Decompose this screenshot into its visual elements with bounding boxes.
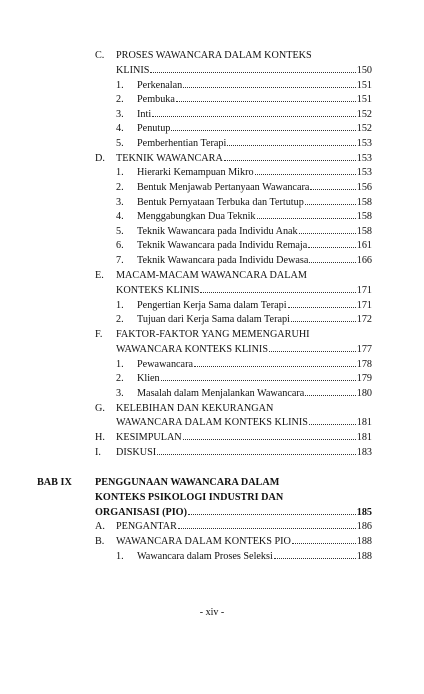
page-number: 150 (356, 65, 372, 76)
toc-entry[interactable]: WAWANCARA KONTEKS KLINIS 177 (116, 344, 372, 355)
toc-entry[interactable]: Teknik Wawancara pada Individu Anak 158 (137, 226, 372, 237)
toc-entry[interactable]: DISKUSI 183 (116, 447, 372, 458)
toc-entry[interactable]: KESIMPULAN 181 (116, 432, 372, 443)
page-footer: - xiv - (199, 607, 225, 618)
toc-entry[interactable]: Bentuk Menjawab Pertanyaan Wawancara 156 (137, 182, 372, 193)
toc-entry[interactable]: Teknik Wawancara pada Individu Dewasa 166 (137, 255, 372, 266)
toc-entry[interactable]: Inti 152 (137, 109, 372, 120)
section-label: C. (95, 50, 105, 61)
toc-entry[interactable]: Pembuka 151 (137, 94, 372, 105)
page-number: 152 (356, 123, 372, 134)
toc-entry[interactable]: Perkenalan 151 (137, 80, 372, 91)
section-title: MACAM-MACAM WAWANCARA DALAM (116, 270, 307, 281)
toc-entry[interactable]: Menggabungkan Dua Teknik 158 (137, 211, 372, 222)
section-label: E. (95, 270, 104, 281)
page-number: 179 (356, 373, 372, 384)
toc-entry[interactable]: Pemberhentian Terapi 153 (137, 138, 372, 149)
section-label: A. (95, 521, 105, 532)
toc-entry[interactable]: TEKNIK WAWANCARA 153 (116, 153, 372, 164)
toc-entry[interactable]: Klien 179 (137, 373, 372, 384)
section-title: FAKTOR-FAKTOR YANG MEMENGARUHI (116, 329, 310, 340)
page-number: 166 (356, 255, 372, 266)
page-number: 183 (356, 447, 372, 458)
chapter-label: BAB IX (37, 477, 72, 488)
toc-entry[interactable]: KLINIS 150 (116, 65, 372, 76)
toc-entry[interactable]: ORGANISASI (PIO) 185 (95, 507, 372, 518)
toc-entry[interactable]: Teknik Wawancara pada Individu Remaja 161 (137, 240, 372, 251)
toc-entry[interactable]: Penutup 152 (137, 123, 372, 134)
page-number: 188 (356, 551, 372, 562)
page-number: 171 (356, 300, 372, 311)
section-label: H. (95, 432, 105, 443)
section-label: D. (95, 153, 105, 164)
page-number: 153 (356, 167, 372, 178)
page-number: 172 (356, 314, 372, 325)
toc-entry[interactable]: PENGANTAR 186 (116, 521, 372, 532)
section-label: I. (95, 447, 101, 458)
page-number: 177 (356, 344, 372, 355)
page-number: 158 (356, 211, 372, 222)
page-number: 186 (356, 521, 372, 532)
page-number: 185 (356, 507, 372, 518)
section-label: G. (95, 403, 105, 414)
page-number: 180 (356, 388, 372, 399)
page-number: 153 (356, 138, 372, 149)
section-title: PROSES WAWANCARA DALAM KONTEKS (116, 50, 312, 61)
page-number: 152 (356, 109, 372, 120)
toc-entry[interactable]: Hierarki Kemampuan Mikro 153 (137, 167, 372, 178)
page-number: 151 (356, 80, 372, 91)
toc-entry[interactable]: Bentuk Pernyataan Terbuka dan Tertutup 158 (137, 197, 372, 208)
toc-entry[interactable]: Masalah dalam Menjalankan Wawancara 180 (137, 388, 372, 399)
section-label: F. (95, 329, 103, 340)
section-label: B. (95, 536, 105, 547)
page-number: 188 (356, 536, 372, 547)
page-number: 151 (356, 94, 372, 105)
toc-entry[interactable]: Wawancara dalam Proses Seleksi 188 (137, 551, 372, 562)
toc-entry[interactable]: Pewawancara 178 (137, 359, 372, 370)
toc-entry[interactable]: Tujuan dari Kerja Sama dalam Terapi 172 (137, 314, 372, 325)
section-title: KELEBIHAN DAN KEKURANGAN (116, 403, 274, 414)
page-number: 156 (356, 182, 372, 193)
page-number: 158 (356, 226, 372, 237)
page-number: 161 (356, 240, 372, 251)
chapter-title: PENGGUNAAN WAWANCARA DALAM (95, 477, 280, 488)
page-number: 158 (356, 197, 372, 208)
toc-entry[interactable]: WAWANCARA DALAM KONTEKS PIO 188 (116, 536, 372, 547)
toc-entry[interactable]: Pengertian Kerja Sama dalam Terapi 171 (137, 300, 372, 311)
page-number: 178 (356, 359, 372, 370)
toc-page: C. PROSES WAWANCARA DALAM KONTEKS KLINIS 150 1. Perkenalan 151 2. Pembuka 151 3. Inti 152 4. Penutup 152 5. Pemberhentian Terapi 153 D. TEKNIK WAWANCARA 153 1. Hierarki Kemampuan Mikro 153 2. Bentuk Menjawab Pertanyaan Wawancara 156 3. Bentuk Pernyataan Terbuka dan Tertutup 158 4. Menggabungkan Dua Teknik 158 5. Teknik Wawancara pada Individu Anak 158 6. Teknik Wawancara pada Individu Remaja 161 7. Teknik Wawancara pada Individu Dewasa 166 E. MACAM-MACAM WAWANCARA DALAM KONTEKS KLINIS 171 1. Pengertian Kerja Sama dalam Terapi 171 2. Tujuan dari Kerja Sama dalam Terapi 172 F. FAKTOR-FAKTOR YANG MEMENGARUHI WAWANCARA KONTEKS KLINIS 177 1. Pewawancara 178 2. Klien 179 3. Masalah dalam Menjalankan Wawancara 180 G. KELEBIHAN DAN KEKURANGAN WAWANCARA DALAM KONTEKS KLINIS 181 H. KESIMPULAN 181 I. DISKUSI 183 BAB IX PENGGUNAAN WAWANCARA DALAM KONTEKS PSIKOLOGI INDUSTRI DAN ORGANISASI (PIO) 185 A. PENGANTAR 186 B. WAWANCARA DALAM KONTEKS PIO 188 1. Wawancara dalam Proses Seleksi 188 - xiv - (0, 0, 424, 694)
page-number: 171 (356, 285, 372, 296)
chapter-title: KONTEKS PSIKOLOGI INDUSTRI DAN (95, 492, 284, 503)
page-number: 181 (356, 432, 372, 443)
page-number: 153 (356, 153, 372, 164)
toc-entry[interactable]: KONTEKS KLINIS 171 (116, 285, 372, 296)
page-number: 181 (356, 417, 372, 428)
toc-entry[interactable]: WAWANCARA DALAM KONTEKS KLINIS 181 (116, 417, 372, 428)
